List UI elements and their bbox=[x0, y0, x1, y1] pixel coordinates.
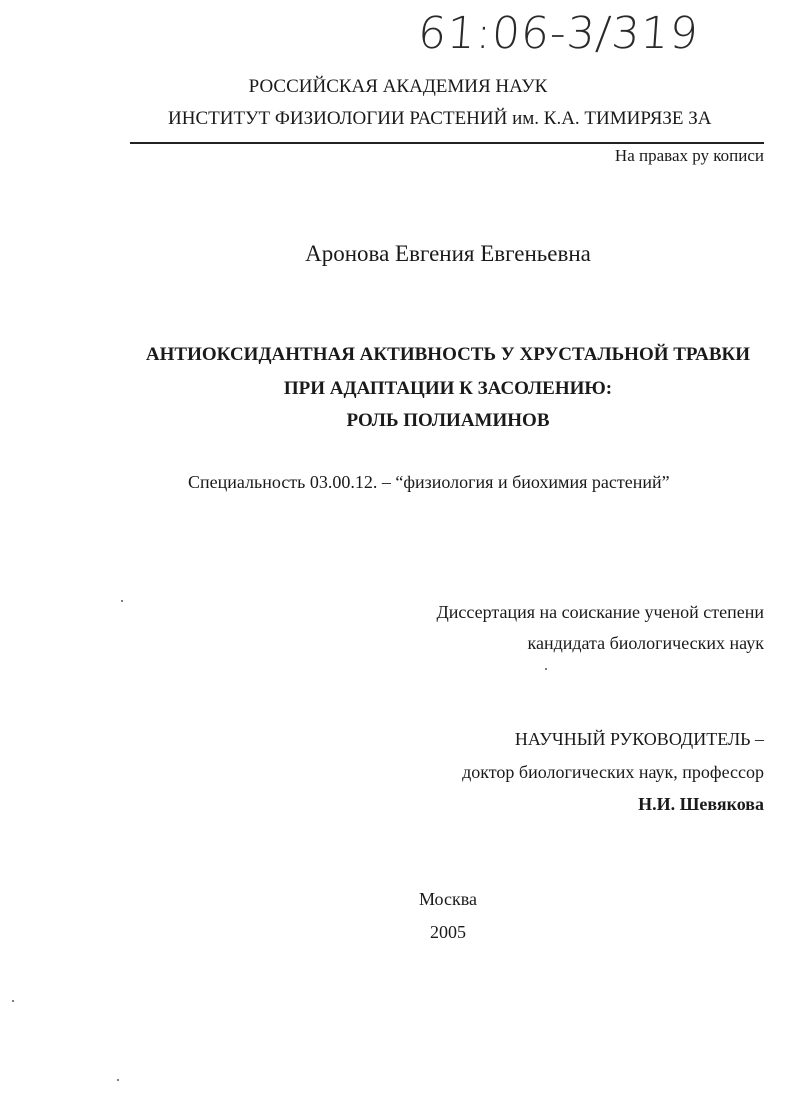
scan-speck bbox=[545, 668, 547, 670]
year: 2005 bbox=[430, 922, 466, 942]
author-name: Аронова Евгения Евгеньевна bbox=[305, 241, 591, 266]
title-line-2: ПРИ АДАПТАЦИИ К ЗАСОЛЕНИЮ: bbox=[283, 378, 613, 399]
degree-line-1: Диссертация на соискание ученой степени bbox=[436, 602, 764, 622]
scan-speck bbox=[117, 1079, 119, 1081]
title-line-1: АНТИОКСИДАНТНАЯ АКТИВНОСТЬ У ХРУСТАЛЬНОЙ ТРАВКИ bbox=[145, 344, 751, 365]
supervisor-label: НАУЧНЫЙ РУКОВОДИТЕЛЬ – bbox=[514, 729, 764, 749]
degree-line-2: кандидата биологических наук bbox=[527, 633, 764, 653]
specialty: Специальность 03.00.12. – “физиология и биохимия растений” bbox=[188, 472, 670, 492]
archive-stamp: 61:06-3/319 bbox=[416, 8, 701, 59]
title-line-3: РОЛЬ ПОЛИАМИНОВ bbox=[346, 410, 550, 431]
institute-name: ИНСТИТУТ ФИЗИОЛОГИИ РАСТЕНИЙ им. К.А. ТИМИРЯЗЕ ЗА bbox=[168, 108, 712, 129]
header-divider bbox=[130, 142, 764, 144]
scan-speck bbox=[121, 600, 123, 602]
city: Москва bbox=[419, 889, 477, 909]
academy-name: РОССИЙСКАЯ АКАДЕМИЯ НАУК bbox=[248, 76, 548, 97]
manuscript-note: На правах ру кописи bbox=[614, 146, 764, 165]
supervisor-rank: доктор биологических наук, профессор bbox=[462, 762, 764, 782]
scan-speck bbox=[12, 1000, 14, 1002]
supervisor-name: Н.И. Шевякова bbox=[638, 794, 764, 814]
